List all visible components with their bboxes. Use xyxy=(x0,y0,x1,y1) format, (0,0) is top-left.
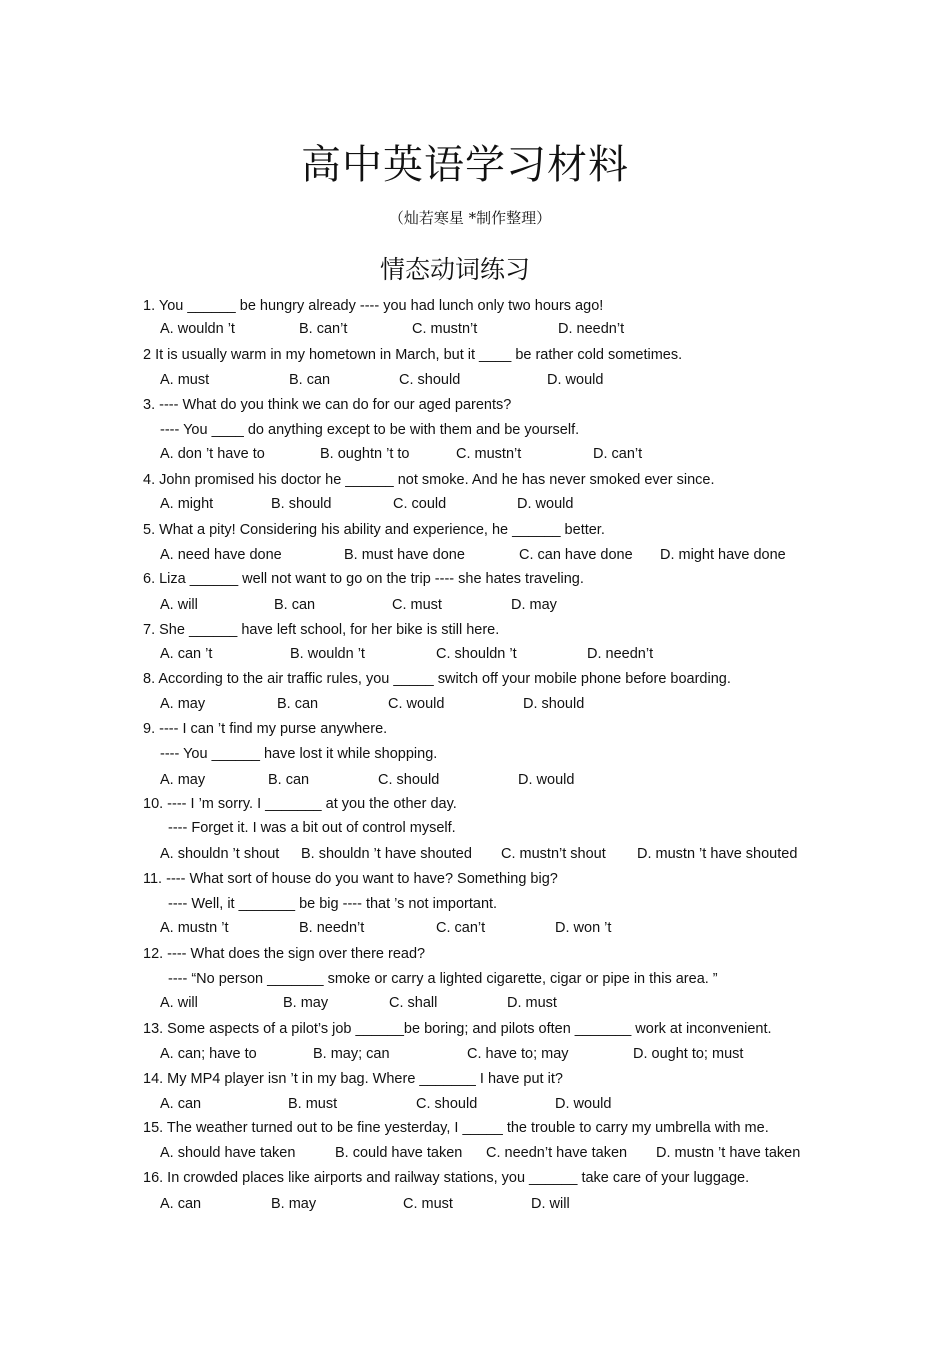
answer-option: D. mustn ’t have taken xyxy=(656,1145,801,1161)
section-heading: 情态动词练习 xyxy=(379,255,530,284)
question-stem: 9. ---- I can ’t find my purse anywhere. xyxy=(143,721,388,737)
answer-option: A. need have done xyxy=(160,547,282,563)
answer-option: D. must xyxy=(507,995,557,1011)
document-subtitle: （灿若寒星 *制作整理） xyxy=(388,209,552,227)
answer-option: D. should xyxy=(523,696,585,712)
answer-option: D. ought to; must xyxy=(633,1046,744,1062)
answer-option: D. needn’t xyxy=(587,646,654,662)
answer-option: D. needn’t xyxy=(558,321,625,337)
answer-option: A. wouldn ’t xyxy=(160,321,235,337)
answer-option: A. may xyxy=(160,696,206,712)
answer-option: C. shall xyxy=(389,995,438,1011)
answer-option: C. mustn’t xyxy=(456,446,522,462)
question-stem: 3. ---- What do you think we can do for our aged parents? xyxy=(143,397,512,413)
answer-option: B. needn’t xyxy=(299,920,365,936)
answer-option: B. can xyxy=(289,372,331,388)
answer-option: D. can’t xyxy=(593,446,643,462)
answer-option: A. shouldn ’t shout xyxy=(160,846,280,862)
question-dialogue-line: ---- Well, it _______ be big ---- that ’s not important. xyxy=(168,896,498,912)
answer-option: B. must xyxy=(288,1096,338,1112)
answer-option: C. needn’t have taken xyxy=(486,1145,628,1161)
answer-option: C. should xyxy=(378,772,440,788)
answer-option: A. will xyxy=(160,995,198,1011)
answer-option: A. will xyxy=(160,597,198,613)
answer-option: C. should xyxy=(416,1096,478,1112)
answer-option: C. would xyxy=(388,696,445,712)
answer-option: D. would xyxy=(555,1096,612,1112)
answer-option: C. shouldn ’t xyxy=(436,646,517,662)
answer-option: A. can xyxy=(160,1196,202,1212)
answer-option: C. must xyxy=(403,1196,453,1212)
answer-option: A. may xyxy=(160,772,206,788)
answer-option: A. might xyxy=(160,496,214,512)
question-stem: 5. What a pity! Considering his ability and experience, he ______ better. xyxy=(143,522,605,538)
answer-option: B. can xyxy=(268,772,310,788)
question-stem: 4. John promised his doctor he ______ not smoke. And he has never smoked ever since. xyxy=(143,472,715,488)
answer-option: A. can xyxy=(160,1096,202,1112)
answer-option: D. would xyxy=(517,496,574,512)
question-stem: 16. In crowded places like airports and railway stations, you ______ take care of your luggage. xyxy=(143,1170,750,1186)
answer-option: D. won ’t xyxy=(555,920,612,936)
answer-option: B. shouldn ’t have shouted xyxy=(301,846,472,862)
question-dialogue-line: ---- “No person _______ smoke or carry a lighted cigarette, cigar or pipe in this area. ” xyxy=(168,971,718,987)
answer-option: B. can’t xyxy=(299,321,348,337)
answer-option: A. must xyxy=(160,372,210,388)
answer-option: C. could xyxy=(393,496,447,512)
answer-option: D. may xyxy=(511,597,557,613)
question-stem: 2 It is usually warm in my hometown in March, but it ____ be rather cold sometimes. xyxy=(143,347,683,363)
question-stem: 12. ---- What does the sign over there read? xyxy=(143,946,426,962)
question-dialogue-line: ---- You ______ have lost it while shopping. xyxy=(160,746,438,762)
question-stem: 7. She ______ have left school, for her bike is still here. xyxy=(143,622,500,638)
answer-option: B. oughtn ’t to xyxy=(320,446,410,462)
answer-option: A. should have taken xyxy=(160,1145,296,1161)
question-dialogue-line: ---- You ____ do anything except to be with them and be yourself. xyxy=(160,422,580,438)
answer-option: C. mustn’t shout xyxy=(501,846,606,862)
answer-option: A. don ’t have to xyxy=(160,446,265,462)
question-dialogue-line: ---- Forget it. I was a bit out of control myself. xyxy=(168,820,456,836)
answer-option: D. might have done xyxy=(660,547,786,563)
answer-option: B. may xyxy=(271,1196,317,1212)
answer-option: A. can; have to xyxy=(160,1046,257,1062)
question-stem: 15. The weather turned out to be fine yesterday, I _____ the trouble to carry my umbrella with me. xyxy=(143,1120,769,1136)
answer-option: C. can have done xyxy=(519,547,633,563)
answer-option: B. wouldn ’t xyxy=(290,646,365,662)
question-stem: 13. Some aspects of a pilot’s job ______be boring; and pilots often _______ work at inconvenient. xyxy=(143,1021,772,1037)
question-stem: 14. My MP4 player isn ’t in my bag. Where _______ I have put it? xyxy=(143,1071,563,1087)
answer-option: C. mustn’t xyxy=(412,321,478,337)
answer-option: C. can’t xyxy=(436,920,486,936)
question-stem: 1. You ______ be hungry already ---- you had lunch only two hours ago! xyxy=(143,298,604,314)
question-stem: 10. ---- I ’m sorry. I _______ at you the other day. xyxy=(143,796,457,812)
document-title: 高中英语学习材料 xyxy=(301,142,629,188)
question-stem: 6. Liza ______ well not want to go on the trip ---- she hates traveling. xyxy=(143,571,584,587)
answer-option: B. could have taken xyxy=(335,1145,463,1161)
answer-option: D. would xyxy=(547,372,604,388)
question-stem: 11. ---- What sort of house do you want to have? Something big? xyxy=(143,871,558,887)
answer-option: C. must xyxy=(392,597,442,613)
answer-option: B. may xyxy=(283,995,329,1011)
answer-option: A. mustn ’t xyxy=(160,920,229,936)
answer-option: C. have to; may xyxy=(467,1046,569,1062)
answer-option: B. can xyxy=(274,597,316,613)
answer-option: D. will xyxy=(531,1196,570,1212)
answer-option: B. may; can xyxy=(313,1046,390,1062)
answer-option: D. would xyxy=(518,772,575,788)
answer-option: B. can xyxy=(277,696,319,712)
answer-option: D. mustn ’t have shouted xyxy=(637,846,798,862)
question-stem: 8. According to the air traffic rules, you _____ switch off your mobile phone before boarding. xyxy=(143,671,731,687)
answer-option: B. should xyxy=(271,496,332,512)
answer-option: A. can ’t xyxy=(160,646,213,662)
answer-option: C. should xyxy=(399,372,461,388)
answer-option: B. must have done xyxy=(344,547,465,563)
